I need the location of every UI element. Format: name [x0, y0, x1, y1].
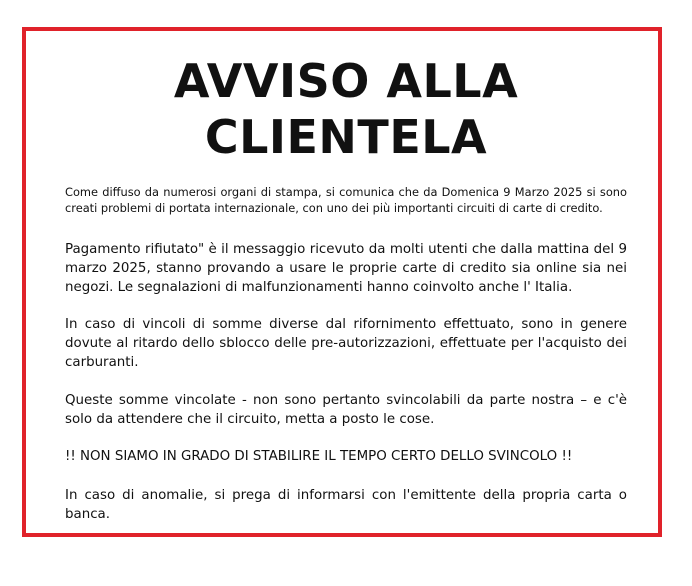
paragraph-warning: !! NON SIAMO IN GRADO DI STABILIRE IL TEMPO CERTO DELLO SVINCOLO !! — [65, 449, 573, 464]
paragraph-anomalies: In caso di anomalie, si prega di informarsi con l'emittente della propria carta o banca. — [65, 488, 627, 522]
notice-title-line-1: AVVISO ALLA — [173, 54, 519, 108]
notice-title — [0, 53, 692, 165]
paragraph-intro: Come diffuso da numerosi organi di stampa, si comunica che da Domenica 9 Marzo 2025 si sono creati problemi di portata internazionale, con uno dei più importanti circuiti di carte di credito. — [65, 185, 627, 215]
paragraph-preauthorizations: In caso di vincoli di somme diverse dal rifornimento effettuato, sono in genere dovute al ritardo dello sblocco delle pre-autorizzazioni, effettuate per l'acquisto dei carburanti. — [65, 317, 627, 370]
notice-title-line-2: CLIENTELA — [204, 110, 488, 164]
paragraph-payment-refused: Pagamento rifiutato" è il messaggio ricevuto da molti utenti che dalla mattina del 9 marzo 2025, stanno provando a usare le proprie carte di credito sia online sia nei negozi. Le segnalazioni di malfunzionamenti hanno coinvolto anche l' Italia. — [65, 242, 627, 295]
paragraph-held-amounts: Queste somme vincolate - non sono pertanto svincolabili da parte nostra – e c'è solo da attendere che il circuito, metta a posto le cose. — [65, 393, 627, 427]
